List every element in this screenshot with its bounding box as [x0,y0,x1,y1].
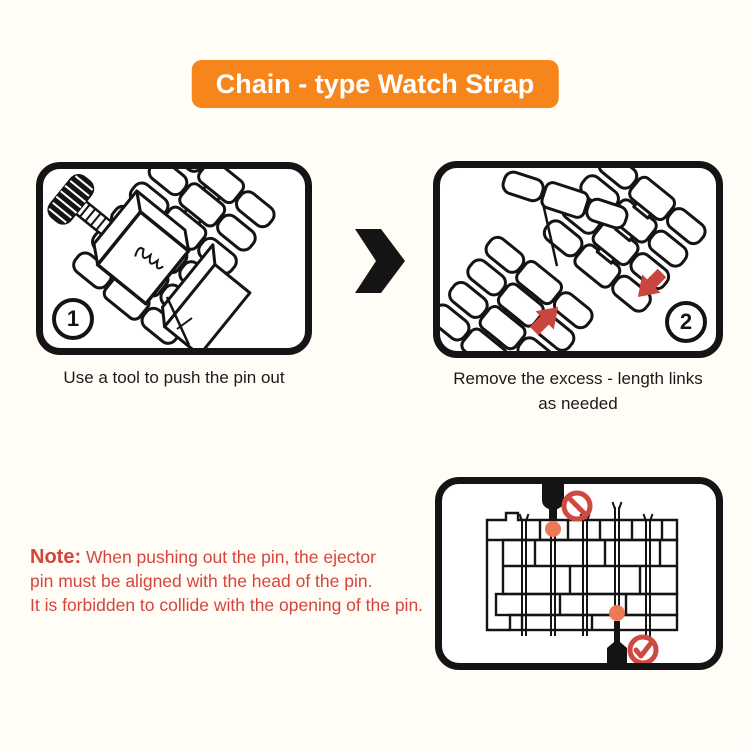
step-2-caption-line1: Remove the excess - length links [453,369,703,388]
note-text [30,545,470,617]
note-line1: Note: When pushing out the pin, the ejector [30,546,376,568]
checkmark-icon [630,637,656,663]
contact-dot [545,521,561,537]
step-2-caption-line2: as needed [538,394,618,413]
step-2-caption [433,366,723,416]
step2-panel [433,161,723,358]
note-label: Note: [30,546,82,568]
step-1-badge [52,298,94,340]
page-title: Chain - type Watch Strap [215,69,535,99]
contact-dot [609,605,625,621]
title-banner [192,60,559,108]
pin-alignment-diagram [442,484,716,663]
step-2-number: 2 [679,309,693,334]
step-1-caption: Use a tool to push the pin out [63,368,285,387]
step1-panel [36,162,312,355]
ejector-pin-top [542,484,564,521]
ejector-pin-bottom [607,621,627,663]
prohibition-icon [564,493,590,519]
pin-alignment-panel [435,477,723,670]
step-2-badge [665,301,707,343]
next-step-chevron-icon [355,229,405,293]
note-line3: It is forbidden to collide with the opening of the pin. [30,595,424,615]
note-line2: pin must be aligned with the head of the pin. [30,571,373,591]
step-1-number: 1 [66,306,80,331]
